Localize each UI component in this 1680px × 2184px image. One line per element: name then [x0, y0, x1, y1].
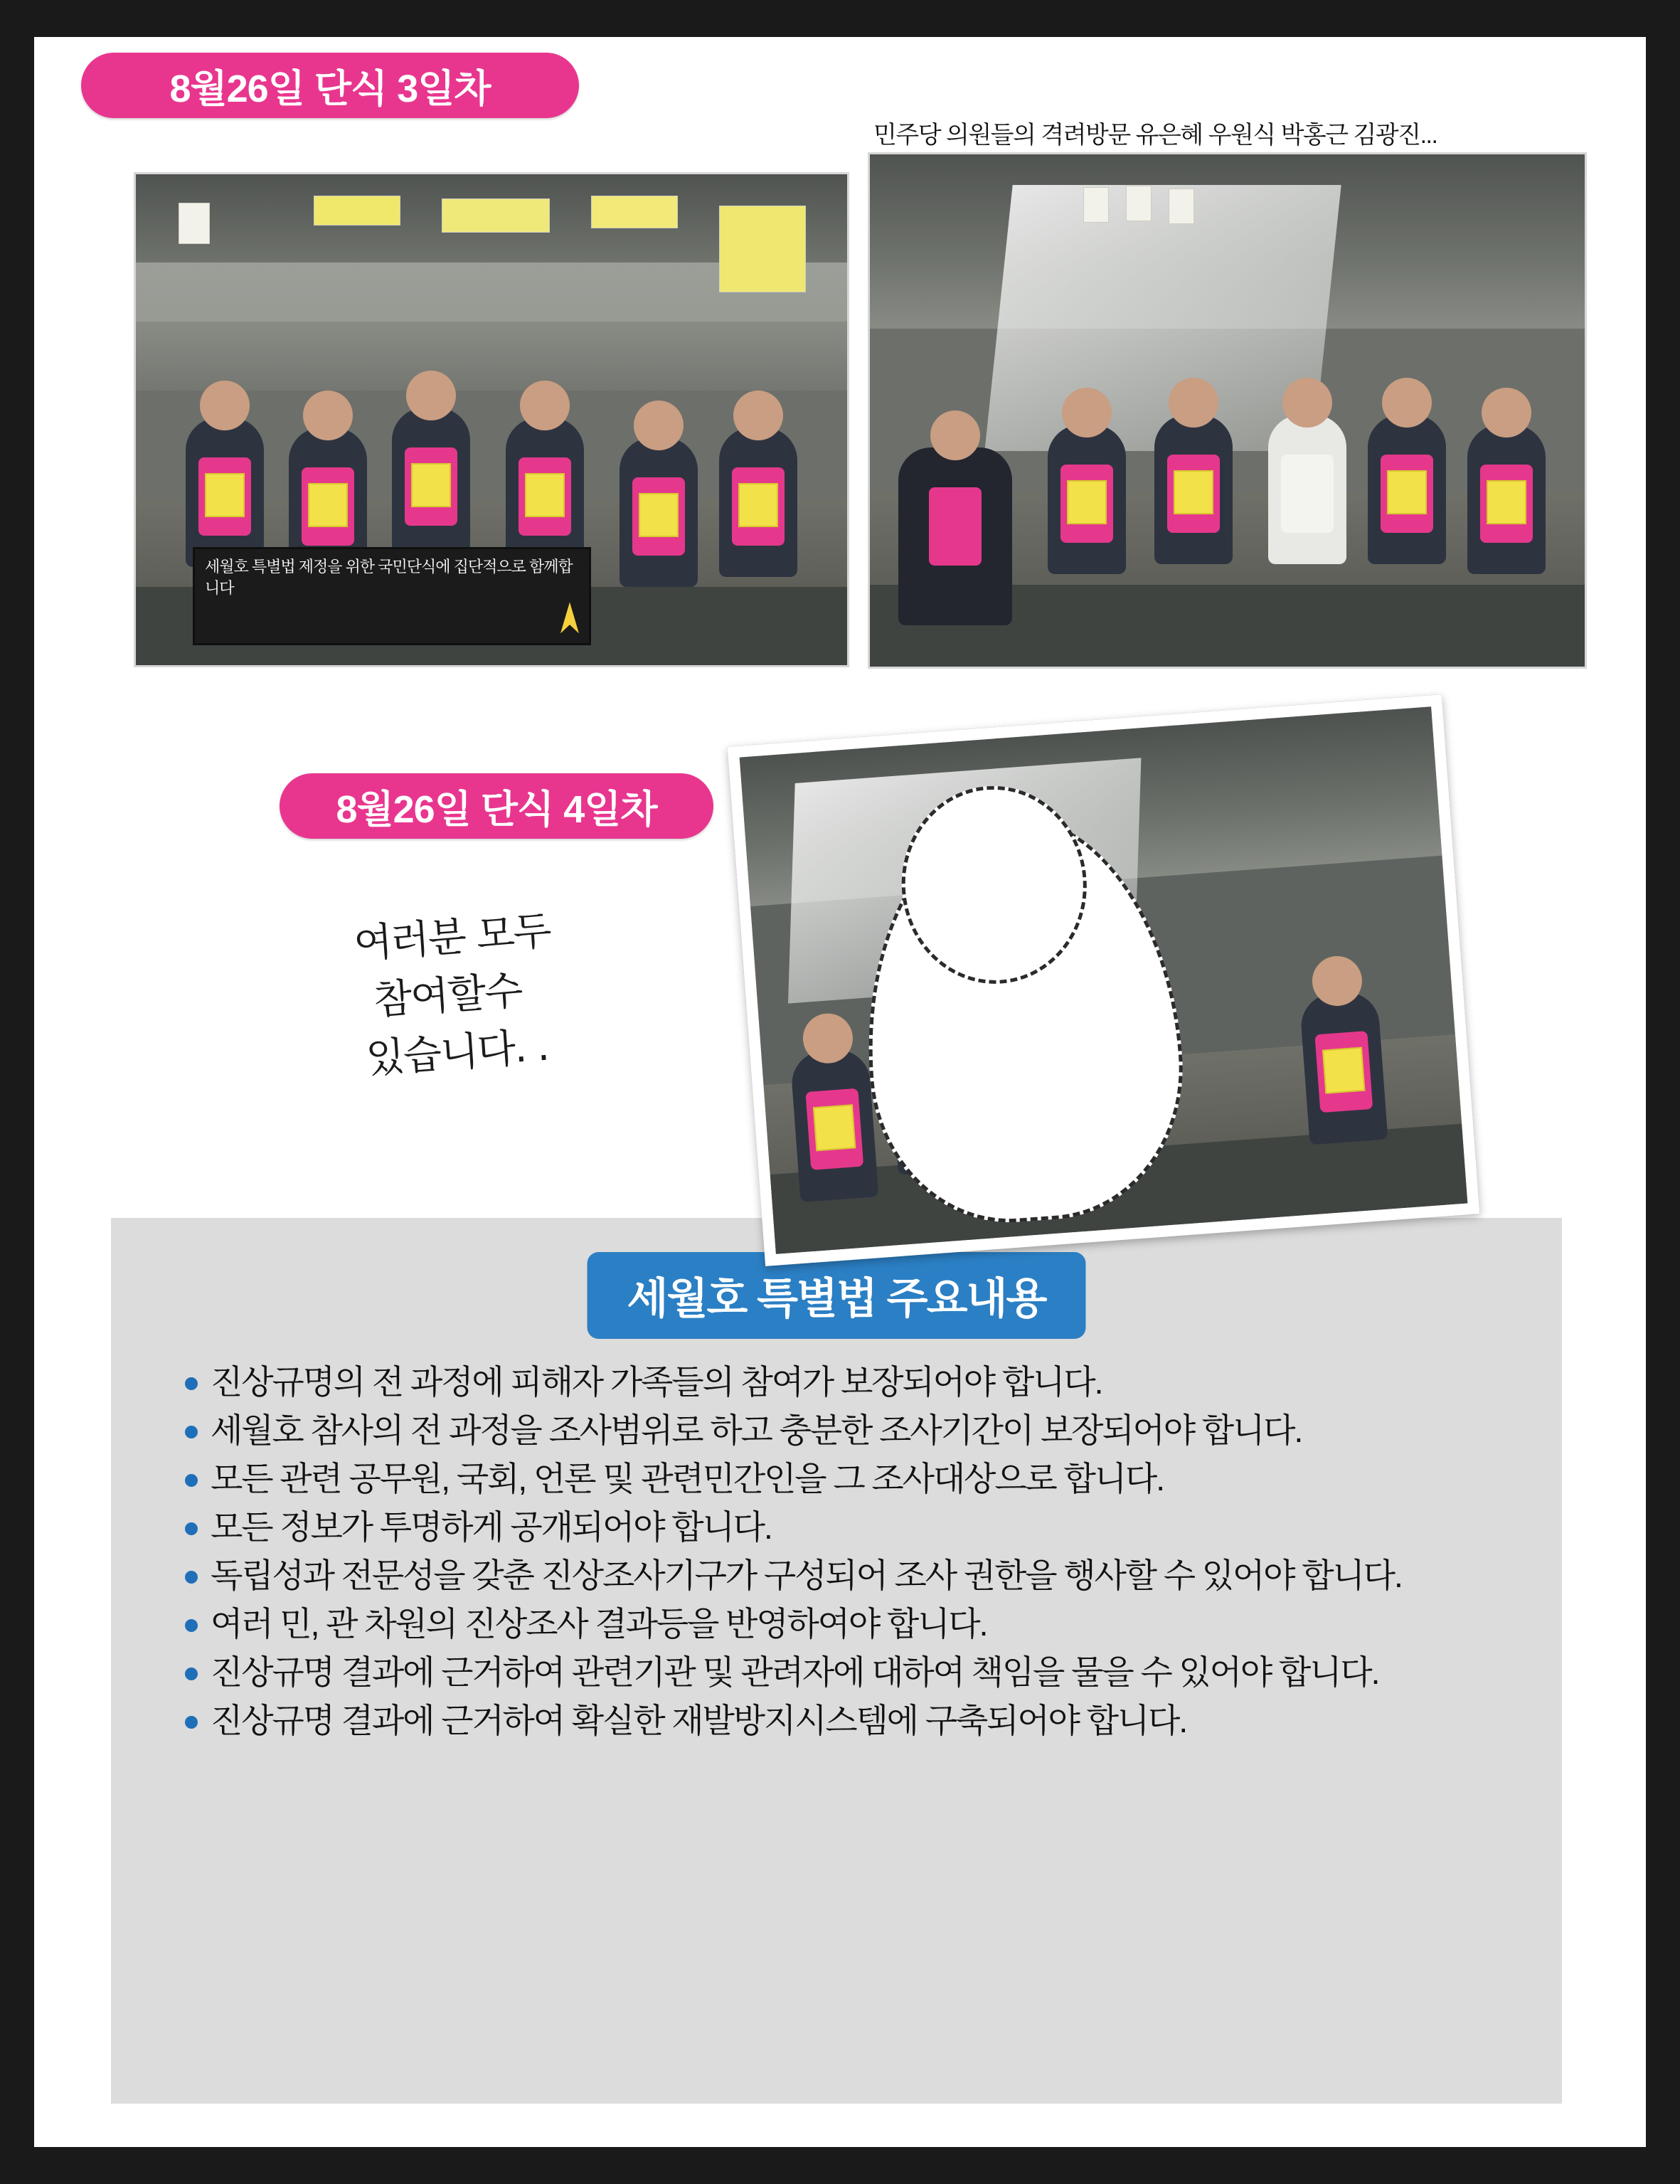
photo-poster: [314, 196, 400, 226]
handwriting-line-3: 있습니다. .: [364, 1023, 550, 1083]
special-law-points-list: [179, 1360, 1519, 1747]
photo-poster: [591, 196, 678, 228]
list-item: 모든 정보가 투명하게 공개되어야 합니다.: [179, 1505, 1519, 1549]
photo-banner-line1: 세월호 특별법 제정을 위한 국민단식에 집단적으로 함께합니다: [205, 558, 573, 598]
photo-poster: [442, 198, 550, 233]
photo-sit-in-day4: [728, 694, 1480, 1266]
caption-visit: 민주당 의원들의 격려방문 유은혜 우원식 박홍근 김광진...: [873, 122, 1437, 149]
handwriting-line-2: 참여할수: [372, 968, 523, 1024]
badge-day3: 8월26일 단식 3일차: [81, 53, 579, 118]
yellow-ribbon-icon: [560, 602, 579, 633]
list-item: 진상규명의 전 과정에 피해자 가족들의 참여가 보장되어야 합니다.: [179, 1360, 1519, 1404]
list-item: 세월호 참사의 전 과정을 조사범위로 하고 충분한 조사기간이 보장되어야 합니다.: [179, 1409, 1519, 1453]
photo-sit-in-day3: [134, 172, 849, 667]
special-law-summary-panel: [111, 1218, 1562, 2104]
badge-day4: 8월26일 단식 4일차: [280, 773, 713, 839]
list-item: 여러 민, 관 차원의 진상조사 결과등을 반영하여야 합니다.: [179, 1602, 1519, 1646]
list-item: 독립성과 전문성을 갖춘 진상조사기구가 구성되어 조사 권한을 행사할 수 있어야 합니다.: [179, 1554, 1519, 1598]
list-item: 진상규명 결과에 근거하여 관련기관 및 관려자에 대하여 책임을 물을 수 있어야 합니다.: [179, 1650, 1519, 1695]
poster-sheet: [34, 37, 1646, 2147]
list-item: 모든 관련 공무원, 국회, 언론 및 관련민간인을 그 조사대상으로 합니다.: [179, 1457, 1519, 1501]
list-item: 진상규명 결과에 근거하여 확실한 재발방지시스템에 구축되어야 합니다.: [179, 1699, 1519, 1743]
handwritten-note: [352, 894, 669, 1088]
photo-banner-text: [193, 547, 591, 645]
handwriting-line-1: 여러분 모두: [352, 908, 552, 968]
panel-title: 세월호 특별법 주요내용: [588, 1252, 1086, 1339]
photo-lawmaker-visit: [868, 152, 1587, 669]
photo-poster: [179, 203, 210, 244]
photo-poster: [719, 206, 806, 292]
